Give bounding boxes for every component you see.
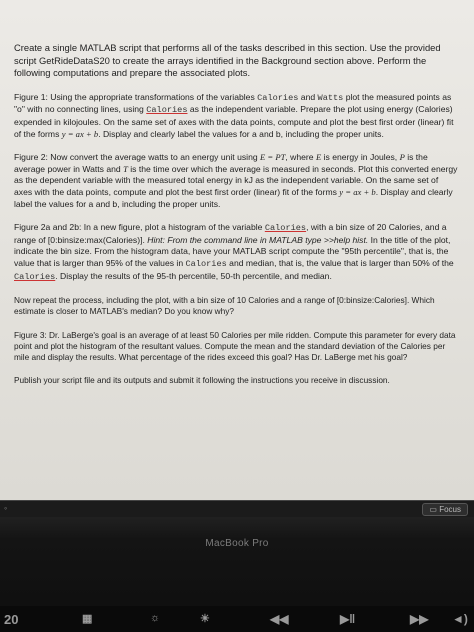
intro-paragraph: Create a single MATLAB script that performs all of the tasks described in this section. Use the provided script GetRideDataS20 to create the arrays identified in the Background section above. Perform the following computations and prepare the associated plots. — [14, 42, 441, 79]
window-bottom-bar — [0, 500, 474, 517]
fast-forward-icon: ▶▶ — [410, 612, 429, 626]
variable-calories: Calories — [264, 223, 307, 234]
figure2-paragraph — [14, 152, 458, 210]
fkey-label: 20 — [4, 612, 19, 627]
figure2-text: Figure 2: Now convert the average watts to an energy unit using — [14, 152, 261, 163]
focus-label: Focus — [439, 505, 461, 514]
symbol: T — [123, 163, 128, 174]
keyboard-function-row — [0, 606, 474, 632]
variable-calories: Calories — [146, 105, 188, 116]
repeat-paragraph: Now repeat the process, including the plot, with a bin size of 10 Calories and a range of [0:binsize:Calories]. Which estimate is closer to MATLAB's median? Do you know why? — [14, 295, 435, 317]
equation: E = PT — [260, 152, 286, 163]
figure2ab-text: In the title of the plot, indicate the bin size. From the histogram data, have your MATLAB script compute the "95th percentile", that is, the value that is larger than 95% of the values in — [14, 234, 451, 268]
play-pause-icon: ▶‖ — [340, 612, 356, 626]
rewind-icon: ◀◀ — [270, 612, 289, 626]
figure1-text: as the independent variable. Prepare the plot using energy (Calories) expended in kilojoules. On the same set of axes with the data points, compute and plot the best first order (linear) fit of the forms — [14, 104, 454, 139]
variable-calories: Calories — [185, 258, 227, 269]
brightness-down-icon: ☼ — [150, 612, 161, 624]
figure2-text: is the time over which the average is measured in seconds. Plot this converted energy as the dependent variable with the measured total energy in kJ as the independent variable. On the same set of axes with the data points, compute and plot the best first order (linear) fit of the forms — [14, 163, 458, 197]
figure2ab-text: and median, that is, the value that is larger than 50% of the — [226, 257, 454, 268]
figure2ab-text: , with a bin size of 20 Calories, and a range of [0:binsize:max(Calories)]. — [14, 222, 447, 245]
equation: y = ax + b — [61, 128, 99, 139]
focus-icon: ▭ — [429, 505, 437, 514]
figure2-text: . Display and clearly label the values for a and b, including the proper units. — [14, 186, 453, 209]
variable-calories: Calories — [257, 92, 299, 103]
publish-paragraph: Publish your script file and its outputs and submit it following the instructions you receive in discussion. — [14, 375, 390, 386]
focus-button[interactable] — [422, 503, 468, 516]
figure2ab-paragraph — [14, 222, 458, 283]
figure1-text: . Display and clearly label the values for a and b, including the proper units. — [98, 128, 384, 139]
symbol: E — [315, 152, 322, 163]
equation: y = ax + b — [339, 186, 376, 197]
figure1-text: plot the measured points as "o" with no connecting lines, using — [14, 91, 452, 115]
figure2ab-text: . Display the results of the 95-th percentile, 50-th percentile, and median. — [55, 270, 332, 281]
variable-calories: Calories — [14, 271, 56, 282]
figure1-paragraph — [14, 92, 458, 140]
hint-text: Hint: From the command line in MATLAB type >>help hist. — [147, 234, 369, 245]
figure2-text: is energy in Joules, — [321, 152, 400, 163]
document-content — [14, 42, 458, 398]
figure1-text: Figure 1: Using the appropriate transformations of the variables — [14, 91, 258, 102]
macbook-logo-text: MacBook Pro — [205, 538, 269, 549]
volume-icon: ◄) — [452, 612, 468, 626]
brightness-up-icon: ☀ — [200, 613, 210, 625]
figure2-text: is the average power in Watts and — [14, 152, 428, 174]
scroll-indicator-icon: ◦ — [4, 503, 8, 513]
mission-control-icon: ▦ — [82, 613, 93, 625]
variable-watts: Watts — [317, 92, 344, 103]
figure1-text: and — [298, 91, 318, 102]
figure2-text: , where — [285, 152, 316, 163]
figure3-paragraph: Figure 3: Dr. LaBerge's goal is an average of at least 50 Calories per mile ridden. Compute this parameter for every data point and plot the histogram of the resultant values. Compute the mean and the standard deviation of the Calories per mile and display the results. What percentage of the rides exceed this goal? Has Dr. LaBerge met his goal? — [14, 329, 456, 362]
figure2ab-text: Figure 2a and 2b: In a new figure, plot a histogram of the variable — [14, 222, 265, 233]
symbol: P — [399, 152, 405, 163]
